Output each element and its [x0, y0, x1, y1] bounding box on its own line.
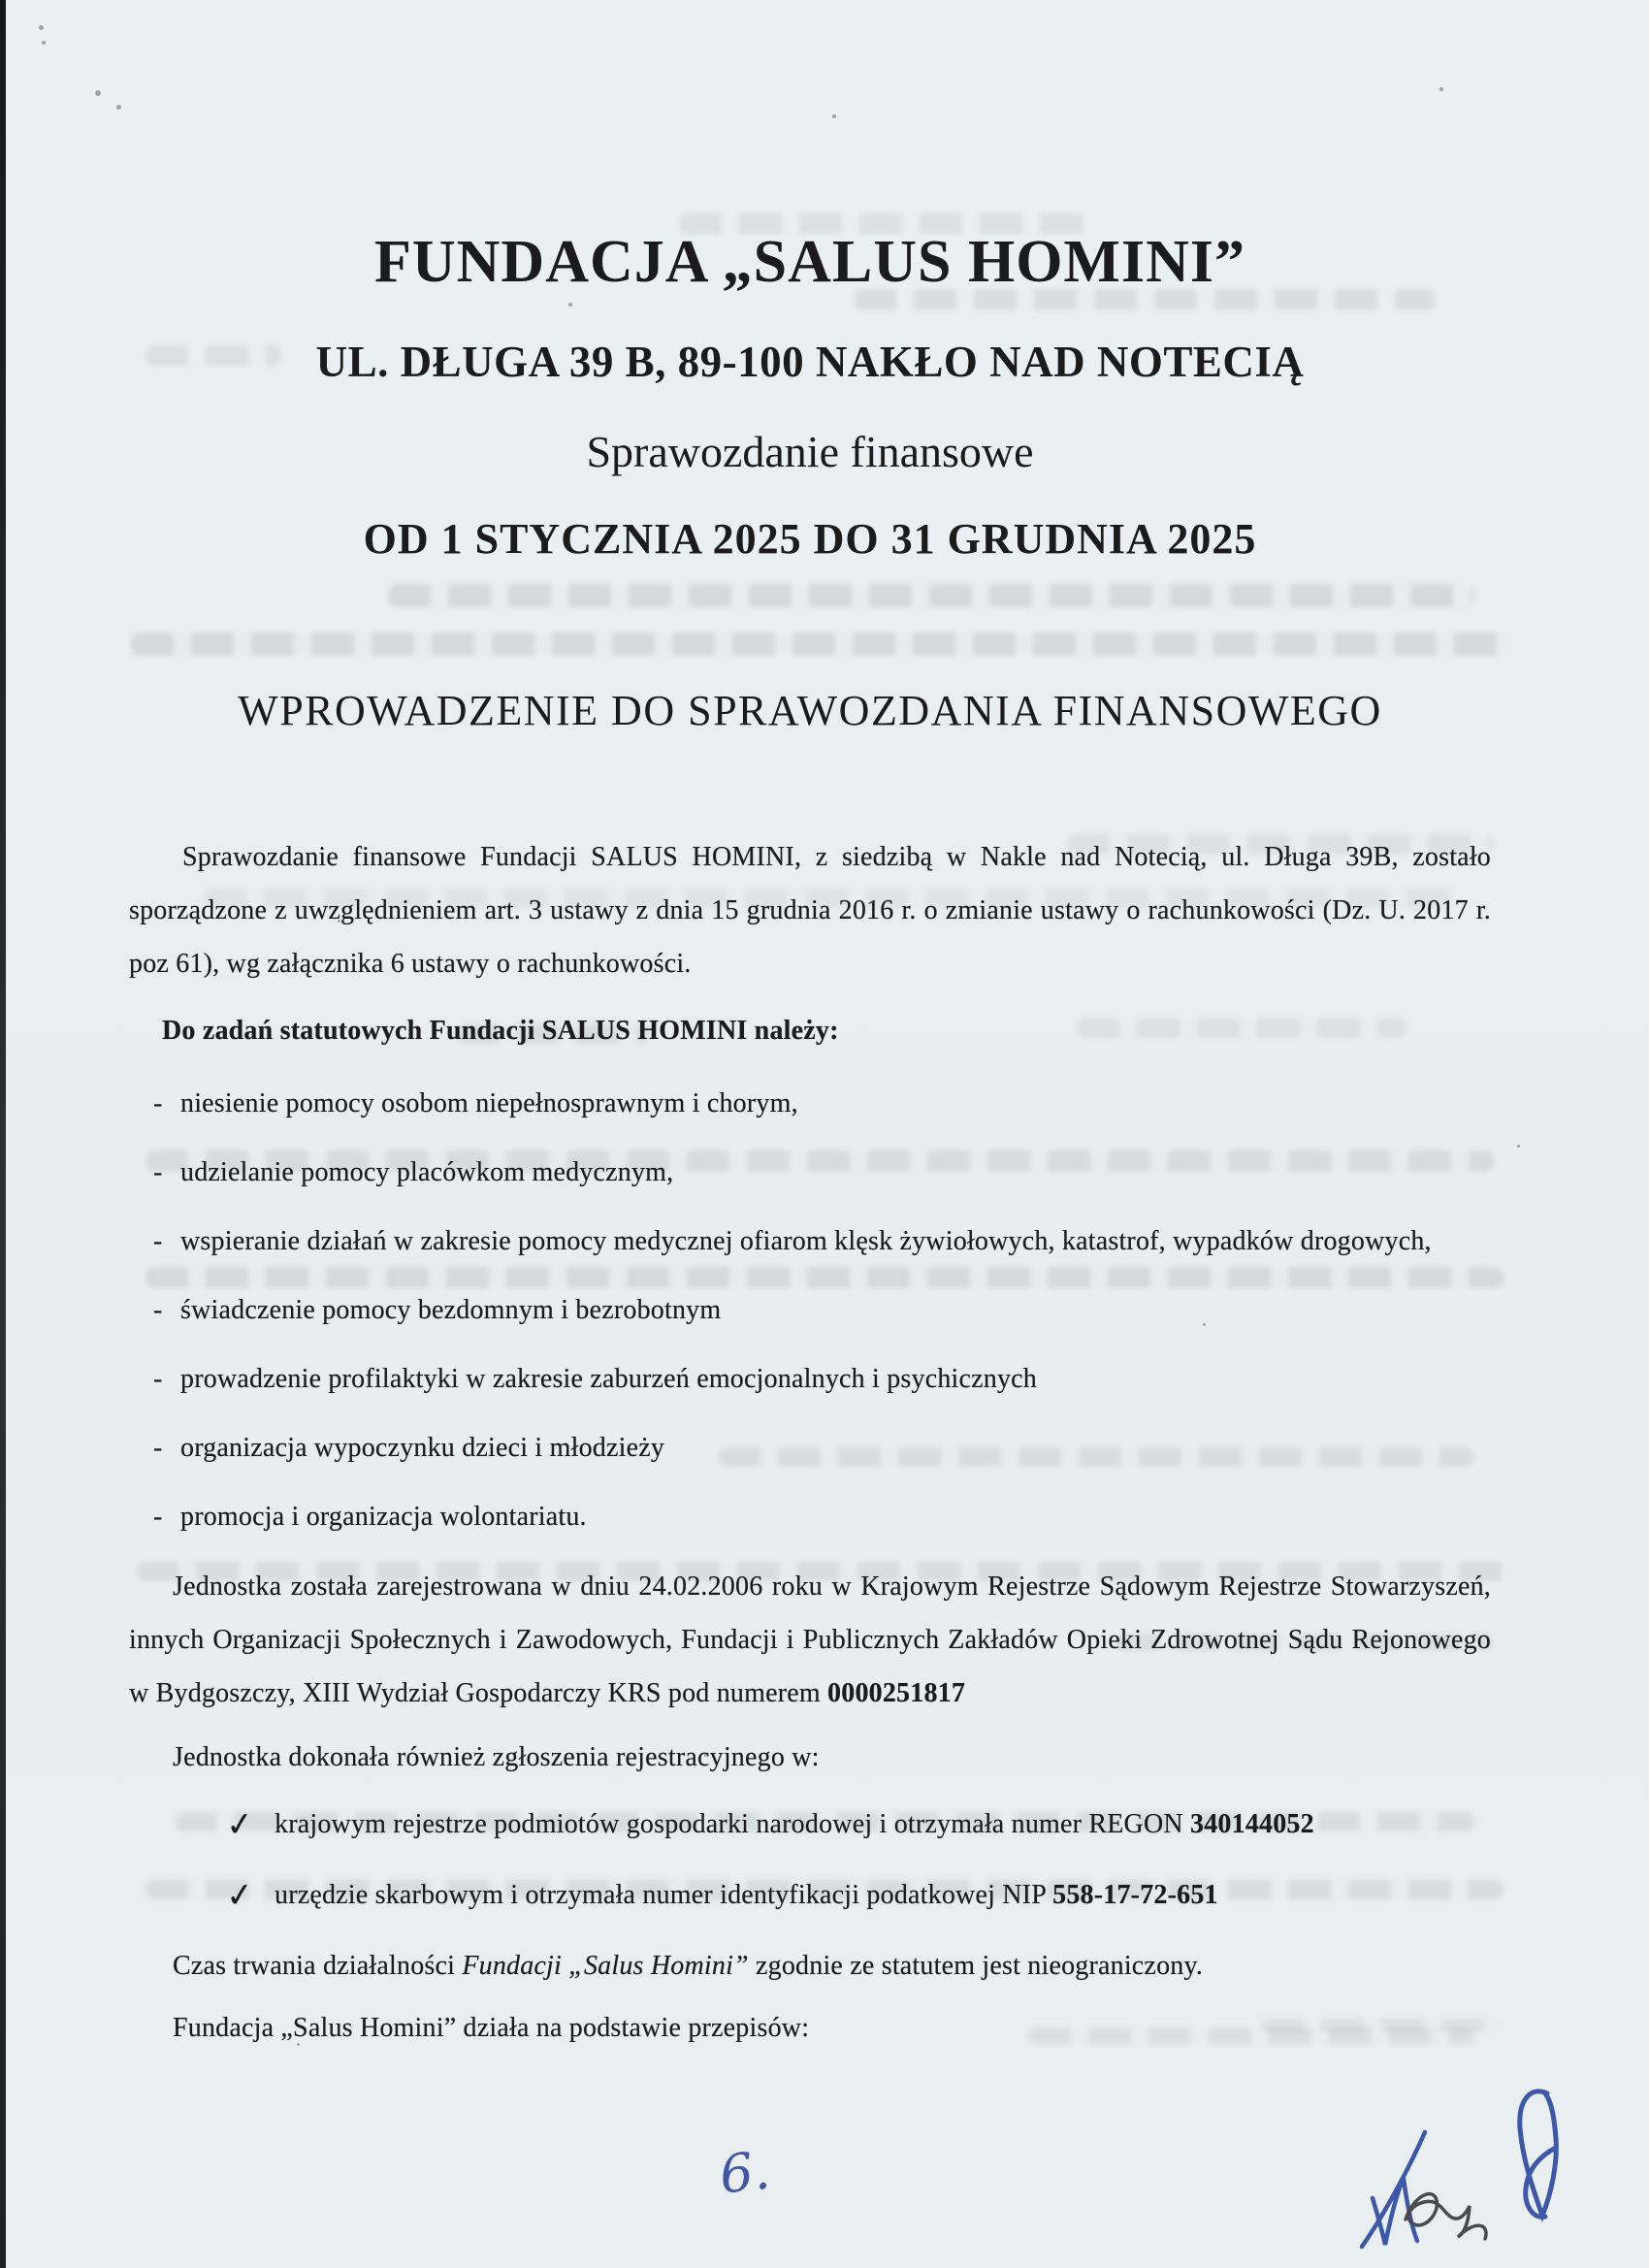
signature-stroke-dark-scribble — [1406, 2194, 1486, 2239]
foundation-address: UL. DŁUGA 39 B, 89-100 NAKŁO NAD NOTECIĄ — [315, 338, 1305, 387]
registration-text: Jednostka została zarejestrowana w dniu 24.02.2006 roku w Krajowym Rejestrze Sądowym Rejestrze Stowarzyszeń, innych Organizacji Społecznych i Zawodowych, Fundacji i Publicznych Zakładów Opieki Zdrowotnej Sądu Rejonowego w Bydgoszczy, XIII Wydział Gospodarczy KRS pod numerem — [129, 1571, 1491, 1709]
duration-sentence — [129, 1939, 1491, 1993]
krs-number: 0000251817 — [827, 1678, 966, 1709]
filing-text — [275, 1798, 1314, 1851]
list-item — [153, 1352, 1491, 1406]
signature-stroke-blue-loop — [1520, 2091, 1557, 2217]
dust-speck — [42, 41, 46, 45]
dash-bullet: - — [153, 1295, 163, 1326]
task-text: prowadzenie profilaktyki w zakresie zaburzeń emocjonalnych i psychicznych — [180, 1364, 1038, 1395]
dust-speck — [95, 90, 101, 96]
dash-bullet: - — [153, 1502, 163, 1533]
scan-edge — [0, 0, 6, 2268]
handwritten-signature — [1343, 2064, 1586, 2258]
tasks-list — [129, 1077, 1491, 1543]
checkmark-icon: ✓ — [224, 1876, 256, 1916]
list-item — [153, 1490, 1491, 1543]
legal-basis-sentence: Fundacja „Salus Homini” działa na podstawie przepisów: — [173, 2013, 810, 2044]
task-text: udzielanie pomocy placówkom medycznym, — [180, 1157, 674, 1188]
tasks-heading: Do zadań statutowych Fundacji SALUS HOMINI należy: — [162, 1016, 839, 1047]
task-text: promocja i organizacja wolontariatu. — [180, 1502, 587, 1533]
dash-bullet: - — [153, 1364, 163, 1395]
task-text: wspieranie działań w zakresie pomocy medycznej ofiarom klęsk żywiołowych, katastrof, wypadków drogowych, — [180, 1226, 1432, 1257]
handwritten-page-number: 6. — [716, 2139, 773, 2206]
list-item — [226, 1868, 1491, 1922]
list-item — [226, 1798, 1491, 1851]
filing-nip-text: urzędzie skarbowym i otrzymała numer identyfikacji podatkowej NIP — [275, 1880, 1053, 1911]
list-item — [153, 1077, 1491, 1130]
filing-regon-text: krajowym rejestrze podmiotów gospodarki narodowej i otrzymała numer REGON — [275, 1809, 1191, 1840]
signature-stroke-blue-w — [1362, 2132, 1425, 2247]
list-item — [153, 1421, 1491, 1474]
duration-suffix: zgodnie ze statutem jest nieograniczony. — [748, 1951, 1204, 1982]
dash-bullet: - — [153, 1088, 163, 1119]
document-body — [129, 0, 1491, 2055]
registration-paragraph — [129, 1560, 1491, 1720]
checkmark-icon: ✓ — [224, 1805, 256, 1845]
filings-intro: Jednostka dokonała również zgłoszenia rejestracyjnego w: — [173, 1742, 820, 1773]
dust-speck — [39, 25, 44, 30]
list-item — [153, 1146, 1491, 1199]
task-text: niesienie pomocy osobom niepełnosprawnym i chorym, — [180, 1088, 798, 1119]
dash-bullet: - — [153, 1433, 163, 1464]
foundation-title: FUNDACJA „SALUS HOMINI” — [374, 229, 1245, 295]
dust-speck — [116, 105, 121, 110]
report-period: OD 1 STYCZNIA 2025 DO 31 GRUDNIA 2025 — [363, 515, 1257, 564]
filing-text — [275, 1868, 1218, 1922]
duration-foundation-name: Fundacji „Salus Homini” — [462, 1951, 749, 1982]
regon-number: 340144052 — [1190, 1809, 1314, 1840]
dust-speck — [1517, 1145, 1520, 1148]
list-item — [153, 1283, 1491, 1337]
duration-prefix: Czas trwania działalności — [173, 1951, 463, 1982]
section-heading: WPROWADZENIE DO SPRAWOZDANIA FINANSOWEGO — [238, 687, 1382, 735]
task-text: organizacja wypoczynku dzieci i młodzieży — [180, 1433, 665, 1464]
task-text: świadczenie pomocy bezdomnym i bezrobotnym — [180, 1295, 722, 1326]
dash-bullet: - — [153, 1157, 163, 1188]
nip-number: 558-17-72-651 — [1052, 1880, 1218, 1911]
intro-paragraph: Sprawozdanie finansowe Fundacji SALUS HOMINI, z siedzibą w Nakle nad Notecią, ul. Długa 39B, zostało sporządzone z uwzględnieniem art. 3 ustawy z dnia 15 grudnia 2016 r. o zmianie ustawy o rachunkowości (Dz. U. 2017 r. poz 61), wg załącznika 6 ustawy o rachunkowości. — [129, 842, 1491, 980]
list-item — [153, 1215, 1491, 1268]
report-subtitle: Sprawozdanie finansowe — [586, 427, 1034, 477]
dash-bullet: - — [153, 1226, 163, 1257]
